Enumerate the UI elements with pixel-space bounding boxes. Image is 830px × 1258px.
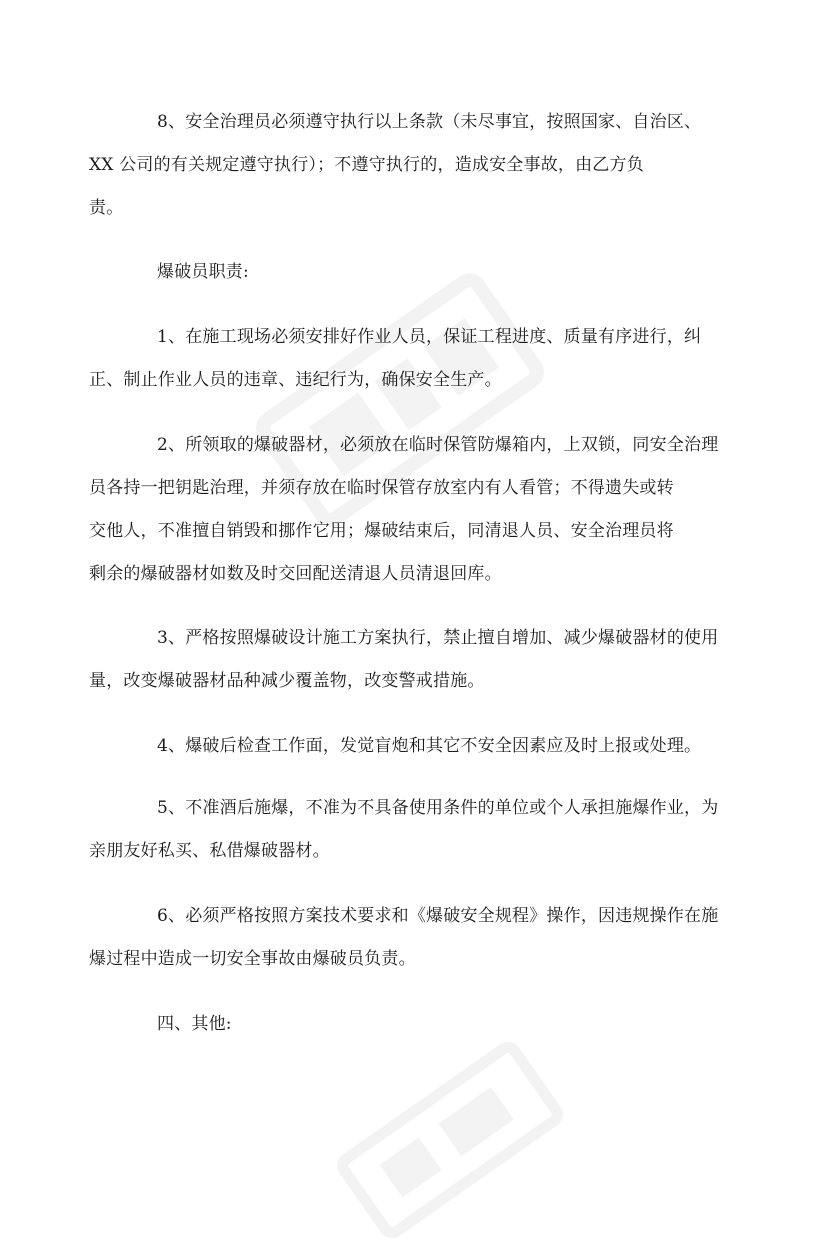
paragraph-item-5 <box>89 787 723 873</box>
text-line: 亲朋友好私买、私借爆破器材。 <box>89 841 330 861</box>
section-heading-other <box>123 1003 723 1046</box>
text-line: 员各持一把钥匙治理，并须存放在临时保管存放室内有人看管；不得遗失或转 <box>89 478 674 498</box>
text-line: 6、必须严格按照方案技术要求和《爆破安全规程》操作，因违规操作在施 <box>157 906 719 926</box>
section-heading-blaster-duties <box>123 251 723 294</box>
text-line: XX 公司的有关规定遵守执行）；不遵守执行的，造成安全事故，由乙方负 <box>89 155 644 175</box>
paragraph-item-6 <box>89 895 723 981</box>
paragraph-item-4 <box>123 725 723 768</box>
text-line: 四、其他: <box>157 1014 232 1034</box>
text-line: 8、安全治理员必须遵守执行以上条款（未尽事宜，按照国家、自治区、 <box>157 112 702 132</box>
text-line: 量，改变爆破器材品种减少覆盖物，改变警戒措施。 <box>89 671 485 691</box>
watermark-icon <box>317 1022 582 1258</box>
paragraph-item-2 <box>89 424 723 596</box>
text-line: 正、制止作业人员的违章、违纪行为，确保安全生产。 <box>89 370 502 390</box>
text-line: 3、严格按照爆破设计施工方案执行，禁止擅自增加、减少爆破器材的使用 <box>157 628 719 648</box>
text-line: 交他人，不准擅自销毁和挪作它用；爆破结束后，同清退人员、安全治理员将 <box>89 521 674 541</box>
paragraph-item-1 <box>89 316 723 402</box>
text-line: 责。 <box>89 198 124 218</box>
paragraph-item-3 <box>89 617 723 703</box>
paragraph-item-8 <box>89 101 723 230</box>
text-line: 1、在施工现场必须安排好作业人员，保证工程进度、质量有序进行，纠 <box>157 327 702 347</box>
text-line: 剩余的爆破器材如数及时交回配送清退人员清退回库。 <box>89 564 502 584</box>
text-line: 爆过程中造成一切安全事故由爆破员负责。 <box>89 949 416 969</box>
text-line: 5、不准酒后施爆，不准为不具备使用条件的单位或个人承担施爆作业，为 <box>157 798 719 818</box>
text-line: 2、所领取的爆破器材，必须放在临时保管防爆箱内，上双锁，同安全治理 <box>157 435 719 455</box>
text-line: 4、爆破后检查工作面，发觉盲炮和其它不安全因素应及时上报或处理。 <box>157 736 702 756</box>
text-line: 爆破员职责: <box>157 262 249 282</box>
